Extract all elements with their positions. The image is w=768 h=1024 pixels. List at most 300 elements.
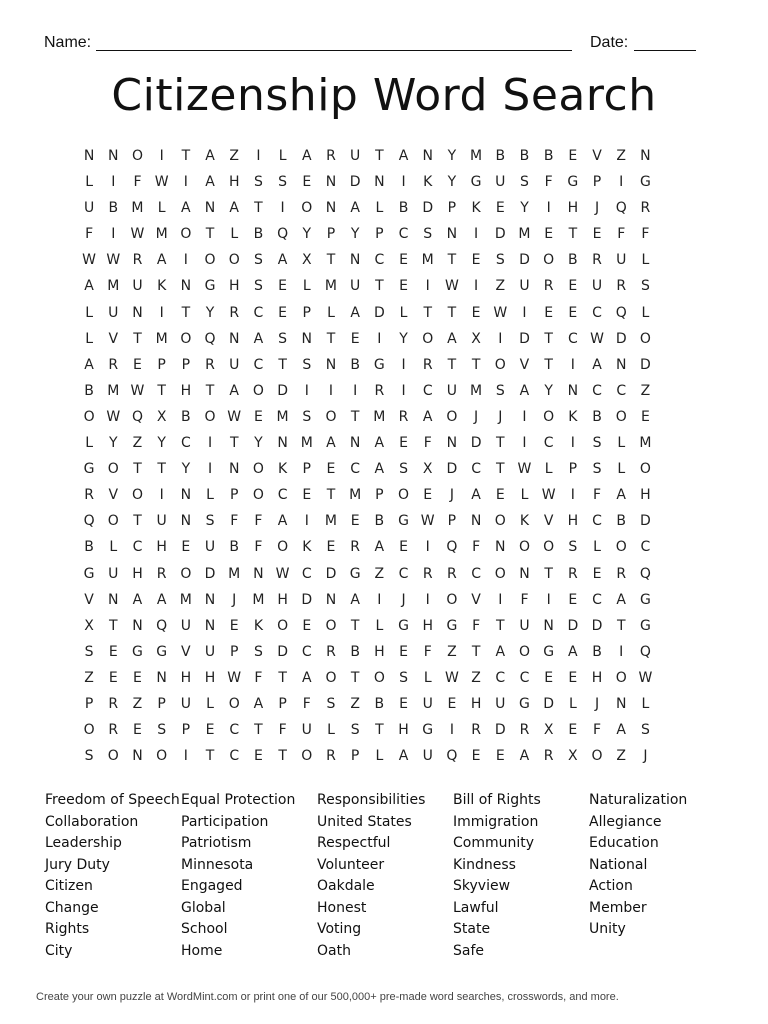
grid-cell[interactable]: E (181, 539, 191, 556)
grid-cell[interactable]: E (568, 304, 578, 321)
grid-cell[interactable]: N (615, 356, 627, 373)
grid-cell[interactable]: A (277, 252, 288, 269)
grid-cell[interactable]: T (278, 669, 287, 686)
grid-cell[interactable]: A (301, 148, 312, 164)
grid-cell[interactable]: A (181, 200, 191, 217)
grid-cell[interactable]: N (180, 513, 192, 530)
grid-cell[interactable]: O (131, 148, 143, 164)
grid-cell[interactable]: O (301, 748, 313, 765)
grid-cell[interactable]: R (132, 252, 143, 269)
grid-cell[interactable]: N (325, 200, 337, 217)
grid-cell[interactable]: T (471, 643, 481, 660)
grid-cell[interactable]: Y (302, 226, 312, 243)
grid-cell[interactable]: Q (639, 565, 651, 582)
grid-cell[interactable]: S (495, 382, 505, 399)
grid-cell[interactable]: L (278, 148, 287, 164)
grid-cell[interactable]: E (399, 252, 408, 269)
grid-cell[interactable]: R (84, 487, 94, 504)
grid-cell[interactable]: G (398, 617, 409, 634)
grid-cell[interactable]: L (617, 435, 626, 452)
grid-cell[interactable]: E (229, 617, 239, 634)
grid-cell[interactable]: O (518, 643, 530, 660)
grid-cell[interactable]: F (593, 487, 602, 504)
grid-cell[interactable]: N (325, 356, 337, 373)
grid-cell[interactable]: X (156, 408, 167, 425)
grid-cell[interactable]: Q (446, 748, 458, 765)
grid-cell[interactable]: I (183, 174, 188, 191)
grid-cell[interactable]: U (229, 356, 240, 373)
grid-cell[interactable]: A (495, 643, 506, 660)
grid-cell[interactable]: T (423, 304, 432, 321)
grid-cell[interactable]: P (157, 356, 166, 373)
grid-cell[interactable]: U (156, 513, 167, 530)
grid-cell[interactable]: T (350, 408, 360, 425)
grid-cell[interactable]: B (543, 148, 554, 164)
grid-cell[interactable]: R (326, 748, 336, 765)
grid-cell[interactable]: B (253, 226, 264, 243)
grid-cell[interactable]: Z (84, 669, 94, 686)
grid-cell[interactable]: D (277, 643, 288, 660)
grid-cell[interactable]: F (641, 226, 650, 243)
grid-cell[interactable]: O (131, 487, 143, 504)
grid-cell[interactable]: A (326, 435, 336, 452)
grid-cell[interactable]: C (640, 539, 651, 556)
grid-cell[interactable]: O (494, 356, 506, 373)
grid-cell[interactable]: U (301, 722, 312, 739)
grid-cell[interactable]: I (619, 643, 624, 660)
grid-cell[interactable]: Y (399, 330, 408, 347)
grid-cell[interactable]: T (350, 669, 360, 686)
grid-cell[interactable]: Y (350, 226, 360, 243)
grid-cell[interactable]: E (108, 643, 118, 660)
grid-cell[interactable]: J (232, 591, 237, 608)
grid-cell[interactable]: A (374, 539, 385, 556)
grid-cell[interactable]: R (543, 278, 554, 295)
grid-cell[interactable]: C (422, 382, 433, 399)
grid-cell[interactable]: G (156, 643, 168, 660)
grid-cell[interactable]: I (449, 722, 454, 739)
grid-cell[interactable]: U (108, 565, 119, 582)
grid-cell[interactable]: S (253, 643, 263, 660)
grid-cell[interactable]: N (156, 669, 167, 686)
grid-cell[interactable]: Z (374, 565, 385, 582)
grid-cell[interactable]: F (544, 174, 553, 191)
grid-cell[interactable]: F (423, 435, 432, 452)
grid-cell[interactable]: C (616, 382, 627, 399)
grid-cell[interactable]: O (107, 748, 119, 765)
grid-cell[interactable]: T (350, 617, 360, 634)
grid-cell[interactable]: F (302, 695, 311, 712)
grid-cell[interactable]: J (449, 487, 454, 504)
grid-cell[interactable]: O (180, 226, 192, 243)
grid-cell[interactable]: P (278, 695, 287, 712)
grid-cell[interactable]: R (567, 565, 578, 582)
grid-cell[interactable]: M (131, 200, 144, 217)
grid-cell[interactable]: B (84, 382, 94, 399)
grid-cell[interactable]: R (229, 304, 240, 321)
grid-cell[interactable]: P (375, 226, 384, 243)
grid-cell[interactable]: T (447, 356, 457, 373)
grid-cell[interactable]: P (181, 356, 191, 373)
grid-cell[interactable]: O (277, 617, 289, 634)
grid-cell[interactable]: A (616, 722, 626, 739)
grid-cell[interactable]: W (444, 669, 459, 686)
grid-cell[interactable]: W (517, 461, 532, 478)
grid-cell[interactable]: S (84, 643, 94, 660)
grid-cell[interactable]: W (106, 408, 121, 425)
grid-cell[interactable]: E (253, 748, 263, 765)
grid-cell[interactable]: D (373, 304, 385, 321)
grid-cell[interactable]: O (325, 408, 337, 425)
grid-cell[interactable]: B (350, 356, 360, 373)
grid-cell[interactable]: H (277, 591, 288, 608)
grid-cell[interactable]: T (616, 617, 626, 634)
grid-cell[interactable]: O (204, 408, 216, 425)
grid-cell[interactable]: E (568, 148, 578, 164)
grid-cell[interactable]: L (109, 539, 118, 556)
grid-cell[interactable]: M (470, 382, 483, 399)
grid-cell[interactable]: B (519, 148, 530, 164)
grid-cell[interactable]: L (544, 461, 553, 478)
grid-cell[interactable]: T (544, 330, 553, 347)
grid-cell[interactable]: O (252, 382, 264, 399)
grid-cell[interactable]: N (132, 748, 143, 765)
grid-cell[interactable]: T (326, 330, 336, 347)
grid-cell[interactable]: C (543, 435, 554, 452)
grid-cell[interactable]: P (568, 461, 578, 478)
grid-cell[interactable]: Z (350, 695, 360, 712)
grid-cell[interactable]: N (615, 695, 627, 712)
grid-cell[interactable]: I (304, 513, 309, 530)
grid-cell[interactable]: E (568, 722, 578, 739)
grid-cell[interactable]: W (493, 304, 508, 321)
grid-cell[interactable]: A (374, 435, 385, 452)
grid-cell[interactable]: O (252, 487, 264, 504)
grid-cell[interactable]: J (498, 408, 503, 425)
grid-cell[interactable]: S (399, 461, 408, 478)
grid-cell[interactable]: O (228, 252, 240, 269)
grid-cell[interactable]: I (353, 382, 358, 399)
grid-cell[interactable]: H (156, 539, 167, 556)
grid-cell[interactable]: D (470, 435, 482, 452)
grid-cell[interactable]: I (401, 174, 406, 191)
grid-cell[interactable]: J (594, 200, 600, 217)
grid-cell[interactable]: T (326, 252, 336, 269)
grid-cell[interactable]: S (278, 330, 288, 347)
grid-cell[interactable]: B (616, 513, 627, 530)
grid-cell[interactable]: U (83, 200, 95, 217)
grid-cell[interactable]: J (474, 408, 479, 425)
grid-cell[interactable]: X (568, 748, 578, 765)
grid-cell[interactable]: R (374, 382, 385, 399)
grid-cell[interactable]: A (84, 278, 94, 295)
grid-cell[interactable]: V (181, 643, 191, 660)
grid-cell[interactable]: B (181, 408, 191, 425)
grid-cell[interactable]: M (107, 382, 120, 399)
grid-cell[interactable]: R (640, 200, 651, 217)
grid-cell[interactable]: N (422, 148, 433, 164)
grid-cell[interactable]: I (111, 226, 116, 243)
grid-cell[interactable]: A (229, 382, 239, 399)
grid-cell[interactable]: D (422, 200, 434, 217)
grid-cell[interactable]: G (204, 278, 216, 295)
grid-cell[interactable]: R (326, 148, 336, 164)
grid-cell[interactable]: R (422, 356, 433, 373)
grid-cell[interactable]: T (157, 382, 166, 399)
grid-cell[interactable]: I (498, 591, 503, 608)
grid-cell[interactable]: X (84, 617, 94, 634)
grid-cell[interactable]: K (519, 513, 530, 530)
grid-cell[interactable]: B (592, 408, 602, 425)
grid-cell[interactable]: B (350, 643, 360, 660)
grid-cell[interactable]: Z (229, 148, 240, 164)
grid-cell[interactable]: W (130, 226, 145, 243)
grid-cell[interactable]: M (228, 565, 241, 582)
grid-cell[interactable]: Y (520, 200, 529, 217)
grid-cell[interactable]: L (302, 278, 311, 295)
grid-cell[interactable]: W (541, 487, 556, 504)
grid-cell[interactable]: Y (109, 435, 118, 452)
grid-cell[interactable]: G (132, 643, 143, 660)
grid-cell[interactable]: G (470, 174, 482, 191)
grid-cell[interactable]: G (639, 591, 651, 608)
grid-cell[interactable]: W (227, 408, 242, 425)
grid-cell[interactable]: E (326, 461, 336, 478)
grid-cell[interactable]: M (252, 591, 265, 608)
grid-cell[interactable]: E (205, 722, 215, 739)
grid-cell[interactable]: A (132, 591, 143, 608)
grid-cell[interactable]: O (107, 513, 119, 530)
grid-cell[interactable]: Y (447, 148, 457, 164)
grid-cell[interactable]: S (253, 252, 263, 269)
grid-cell[interactable]: T (109, 617, 118, 634)
grid-cell[interactable]: D (567, 617, 579, 634)
grid-cell[interactable]: Q (615, 200, 627, 217)
grid-cell[interactable]: Z (132, 695, 143, 712)
grid-cell[interactable]: A (84, 356, 94, 373)
grid-cell[interactable]: T (278, 748, 287, 765)
grid-cell[interactable]: G (422, 722, 434, 739)
grid-cell[interactable]: A (592, 356, 602, 373)
grid-cell[interactable]: I (425, 539, 430, 556)
grid-cell[interactable]: O (543, 408, 555, 425)
grid-cell[interactable]: H (180, 669, 192, 686)
grid-cell[interactable]: F (593, 722, 602, 739)
grid-cell[interactable]: E (278, 304, 288, 321)
grid-cell[interactable]: E (302, 617, 312, 634)
grid-cell[interactable]: N (108, 148, 119, 164)
grid-cell[interactable]: A (398, 148, 409, 164)
grid-cell[interactable]: R (447, 565, 457, 582)
grid-cell[interactable]: G (639, 617, 651, 634)
grid-cell[interactable]: I (159, 304, 164, 321)
grid-cell[interactable]: U (519, 617, 530, 634)
grid-cell[interactable]: E (350, 330, 360, 347)
grid-cell[interactable]: K (278, 461, 288, 478)
grid-cell[interactable]: N (470, 513, 482, 530)
grid-cell[interactable]: E (471, 304, 481, 321)
grid-cell[interactable]: A (253, 330, 264, 347)
grid-cell[interactable]: E (544, 304, 554, 321)
grid-cell[interactable]: R (519, 722, 530, 739)
grid-cell[interactable]: O (180, 565, 192, 582)
grid-cell[interactable]: I (522, 304, 527, 321)
grid-cell[interactable]: V (592, 148, 602, 164)
grid-cell[interactable]: N (349, 252, 361, 269)
grid-cell[interactable]: Q (204, 330, 216, 347)
grid-cell[interactable]: P (229, 643, 239, 660)
grid-cell[interactable]: Z (495, 278, 506, 295)
grid-cell[interactable]: F (133, 174, 142, 191)
grid-cell[interactable]: O (398, 487, 410, 504)
grid-cell[interactable]: R (108, 695, 119, 712)
grid-cell[interactable]: M (155, 226, 168, 243)
grid-cell[interactable]: G (543, 643, 555, 660)
grid-cell[interactable]: J (594, 695, 600, 712)
grid-cell[interactable]: N (108, 591, 119, 608)
grid-cell[interactable]: B (398, 200, 409, 217)
grid-cell[interactable]: Z (616, 748, 627, 765)
grid-cell[interactable]: T (447, 304, 457, 321)
grid-cell[interactable]: B (568, 252, 578, 269)
grid-cell[interactable]: E (108, 669, 118, 686)
grid-cell[interactable]: B (108, 200, 119, 217)
grid-cell[interactable]: F (423, 643, 432, 660)
grid-cell[interactable]: S (520, 174, 529, 191)
grid-cell[interactable]: A (205, 148, 215, 164)
grid-cell[interactable]: G (398, 513, 409, 530)
grid-cell[interactable]: O (83, 722, 95, 739)
grid-cell[interactable]: Q (446, 539, 458, 556)
grid-cell[interactable]: N (180, 487, 192, 504)
grid-cell[interactable]: G (349, 565, 361, 582)
grid-cell[interactable]: E (302, 174, 312, 191)
grid-cell[interactable]: V (543, 513, 554, 530)
grid-cell[interactable]: M (276, 408, 289, 425)
grid-cell[interactable]: T (496, 617, 505, 634)
grid-cell[interactable]: O (615, 408, 627, 425)
grid-cell[interactable]: F (520, 591, 529, 608)
grid-cell[interactable]: T (544, 565, 553, 582)
grid-cell[interactable]: Q (277, 226, 289, 243)
grid-cell[interactable]: T (205, 226, 215, 243)
grid-cell[interactable]: R (616, 278, 627, 295)
grid-cell[interactable]: O (325, 617, 337, 634)
grid-cell[interactable]: Y (157, 435, 166, 452)
grid-cell[interactable]: O (446, 591, 458, 608)
grid-cell[interactable]: Y (447, 174, 457, 191)
grid-cell[interactable]: L (375, 200, 384, 217)
grid-cell[interactable]: E (471, 748, 481, 765)
grid-cell[interactable]: N (325, 174, 337, 191)
grid-cell[interactable]: U (180, 617, 191, 634)
grid-cell[interactable]: H (640, 487, 651, 504)
grid-cell[interactable]: S (399, 669, 408, 686)
grid-cell[interactable]: C (567, 330, 578, 347)
grid-cell[interactable]: P (447, 200, 457, 217)
grid-cell[interactable]: O (204, 252, 216, 269)
grid-cell[interactable]: S (205, 513, 215, 530)
grid-cell[interactable]: D (204, 565, 216, 582)
grid-cell[interactable]: R (326, 643, 336, 660)
grid-cell[interactable]: D (591, 617, 603, 634)
grid-cell[interactable]: T (326, 487, 336, 504)
grid-cell[interactable]: C (398, 226, 409, 243)
grid-cell[interactable]: J (401, 591, 406, 608)
grid-cell[interactable]: P (350, 748, 360, 765)
grid-cell[interactable]: I (570, 356, 575, 373)
grid-cell[interactable]: M (179, 591, 192, 608)
grid-cell[interactable]: Q (131, 408, 143, 425)
grid-cell[interactable]: A (350, 304, 360, 321)
grid-cell[interactable]: I (304, 382, 309, 399)
grid-cell[interactable]: E (278, 278, 288, 295)
grid-cell[interactable]: P (326, 226, 336, 243)
grid-cell[interactable]: E (495, 200, 505, 217)
grid-cell[interactable]: I (401, 382, 406, 399)
grid-cell[interactable]: I (522, 408, 527, 425)
grid-cell[interactable]: O (615, 539, 627, 556)
grid-cell[interactable]: C (519, 669, 530, 686)
grid-cell[interactable]: U (422, 695, 433, 712)
grid-cell[interactable]: I (159, 148, 164, 164)
grid-cell[interactable]: E (399, 539, 408, 556)
grid-cell[interactable]: E (568, 591, 578, 608)
grid-cell[interactable]: N (204, 617, 216, 634)
grid-cell[interactable]: W (227, 669, 242, 686)
grid-cell[interactable]: I (183, 252, 188, 269)
grid-cell[interactable]: C (301, 643, 312, 660)
grid-cell[interactable]: E (399, 435, 408, 452)
grid-cell[interactable]: N (325, 591, 337, 608)
grid-cell[interactable]: W (82, 252, 97, 269)
grid-cell[interactable]: L (375, 748, 384, 765)
grid-cell[interactable]: I (159, 487, 164, 504)
grid-cell[interactable]: O (228, 695, 240, 712)
grid-cell[interactable]: X (301, 252, 312, 269)
grid-cell[interactable]: S (302, 408, 312, 425)
grid-cell[interactable]: L (375, 617, 384, 634)
grid-cell[interactable]: O (543, 252, 555, 269)
name-blank[interactable] (96, 50, 572, 51)
grid-cell[interactable]: A (277, 513, 288, 530)
grid-cell[interactable]: A (301, 669, 312, 686)
grid-cell[interactable]: C (374, 252, 385, 269)
grid-cell[interactable]: O (494, 513, 506, 530)
grid-cell[interactable]: I (425, 278, 430, 295)
grid-cell[interactable]: H (228, 278, 240, 295)
grid-cell[interactable]: R (543, 748, 554, 765)
grid-cell[interactable]: S (350, 722, 360, 739)
grid-cell[interactable]: N (180, 278, 192, 295)
grid-cell[interactable]: I (474, 226, 479, 243)
grid-cell[interactable]: T (229, 435, 239, 452)
grid-cell[interactable]: W (590, 330, 604, 347)
grid-cell[interactable]: Z (616, 148, 627, 164)
grid-cell[interactable]: C (471, 461, 481, 478)
grid-cell[interactable]: O (156, 748, 168, 765)
grid-cell[interactable]: P (302, 461, 311, 478)
grid-cell[interactable]: F (278, 722, 287, 739)
grid-cell[interactable]: E (544, 226, 554, 243)
grid-cell[interactable]: M (518, 226, 531, 243)
grid-cell[interactable]: P (181, 722, 191, 739)
grid-cell[interactable]: T (447, 252, 457, 269)
grid-cell[interactable]: U (446, 382, 458, 399)
grid-cell[interactable]: S (302, 356, 312, 373)
grid-cell[interactable]: C (350, 461, 361, 478)
grid-cell[interactable]: E (495, 487, 505, 504)
